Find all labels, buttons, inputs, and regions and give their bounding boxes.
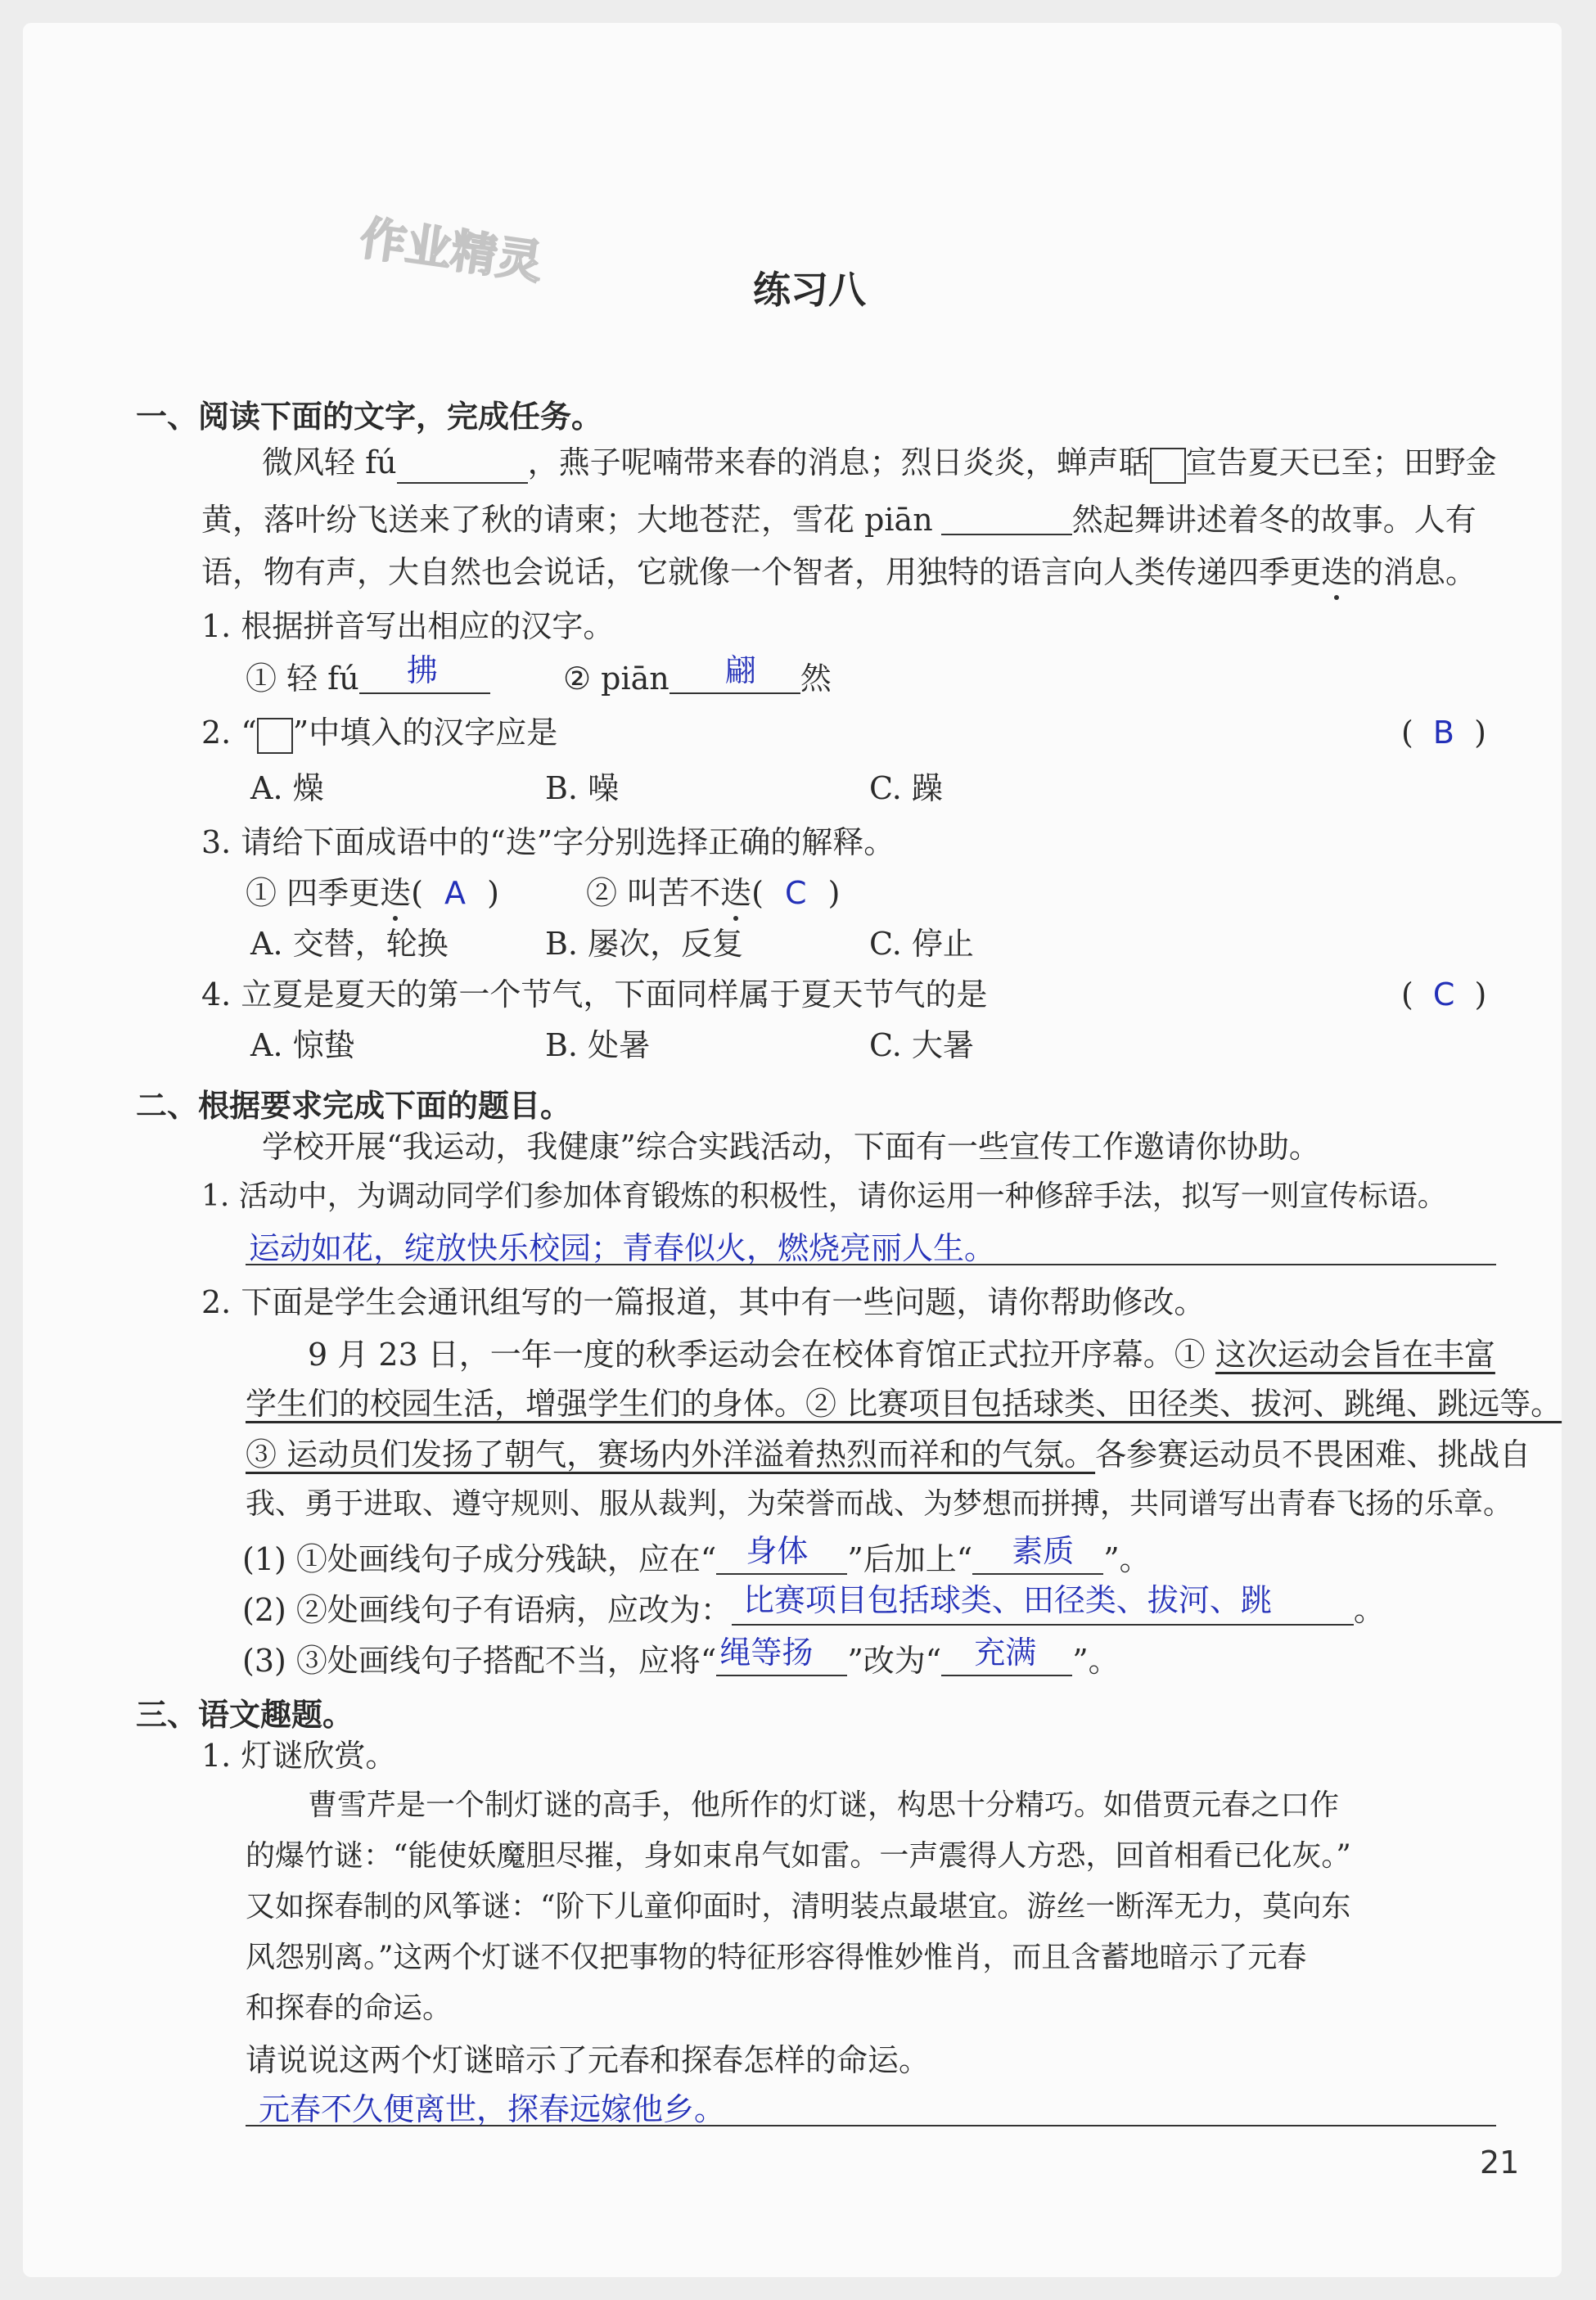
passage-line-2: 黄，落叶纷飞送来了秋的请柬；大地苍茫，雪花 piān 然起舞讲述着冬的故事。人有	[201, 502, 1477, 538]
question-3-1-ask: 请说说这两个灯谜暗示了元春和探春怎样的命运。	[246, 2042, 931, 2078]
answer-blank: 充满	[941, 1644, 1072, 1676]
q1-1-b: ② piān 翩 然	[563, 652, 832, 697]
q2-2-fix-3: (3) ③处画线句子搭配不当，应将“ 绳等扬 ”改为“ 充满 ”。	[242, 1635, 1120, 1679]
q1-4-option-b: B. 处暑	[545, 1027, 651, 1063]
q1-3-a: ① 四季更迭( A )	[246, 875, 499, 911]
riddle-para-4: 风怨别离。”这两个灯谜不仅把事物的特征形容得惟妙惟肖，而且含蓄地暗示了元春	[246, 1941, 1307, 1974]
riddle-para-5: 和探春的命运。	[246, 1991, 453, 2025]
riddle-para-1: 曹雪芹是一个制灯谜的高手，他所作的灯谜，构思十分精巧。如借贾元春之口作	[308, 1788, 1340, 1822]
section-2-intro: 学校开展“我运动，我健康”综合实践活动，下面有一些宣传工作邀请你协助。	[262, 1129, 1320, 1165]
answer-blank	[359, 652, 490, 694]
question-2-1: 1. 活动中，为调动同学们参加体育锻炼的积极性，请你运用一种修辞手法，拟写一则宣传标语。	[201, 1179, 1447, 1213]
passage-line-1: 微风轻 fú ，燕子呢喃带来春的消息；烈日炎炎，蝉声聒 宣告夏天已至；田野金	[262, 447, 1497, 484]
answer-line	[246, 2125, 1496, 2126]
answer-blank	[670, 652, 800, 694]
answer-text: 拂	[406, 652, 438, 688]
q1-1-a: ① 轻 fú 拂	[246, 661, 490, 694]
report-line-4: 我、勇于进取、遵守规则、服从裁判，为荣誉而战、为梦想而拼搏，共同谱写出青春飞扬的乐章。	[246, 1487, 1513, 1521]
q1-4-answer: ( C )	[1401, 976, 1487, 1012]
question-1-2: 2. “ ”中填入的汉字应是	[201, 717, 557, 754]
q1-3-b: ② 叫苦不迭( C )	[586, 875, 841, 911]
q1-2-option-b: B. 噪	[545, 770, 620, 806]
q2-2-fix-2: (2) ②处画线句子有语病，应改为： 比赛项目包括球类、田径类、拔河、跳 。	[242, 1582, 1385, 1628]
q1-4-option-a: A. 惊蛰	[250, 1027, 355, 1063]
question-3-1: 1. 灯谜欣赏。	[201, 1738, 397, 1774]
blank	[941, 503, 1072, 535]
section-1-heading: 一、阅读下面的文字，完成任务。	[136, 399, 603, 435]
answer-blank: 素质	[972, 1542, 1103, 1575]
section-3-heading: 三、语文趣题。	[136, 1697, 354, 1733]
page-title: 练习八	[753, 268, 866, 312]
answer-blank: 绳等扬	[716, 1644, 847, 1676]
question-1-1: 1. 根据拼音写出相应的汉字。	[201, 608, 615, 644]
q1-2-answer: ( B )	[1401, 715, 1486, 751]
q1-4-option-c: C. 大暑	[869, 1027, 974, 1063]
q2-2-fix-1: (1) ①处画线句子成分残缺，应在“ 身体 ”后加上“ 素质 ”。	[242, 1533, 1151, 1577]
q1-3-option-b: B. 屡次，反复	[545, 926, 744, 962]
q2-1-answer: 运动如花，绽放快乐校园；青春似火，燃烧亮丽人生。	[249, 1230, 996, 1266]
q1-2-option-c: C. 躁	[869, 770, 943, 806]
fill-box	[1150, 448, 1186, 484]
report-line-1: 9 月 23 日，一年一度的秋季运动会在校体育馆正式拉开序幕。① 这次运动会旨在丰富	[308, 1337, 1495, 1373]
q1-3-option-c: C. 停止	[869, 926, 974, 962]
answer-text: 翩	[724, 652, 756, 688]
section-2-heading: 二、根据要求完成下面的题目。	[136, 1088, 572, 1124]
riddle-para-3: 又如探春制的风筝谜：“阶下儿童仰面时，清明装点最堪宜。游丝一断浑无力，莫向东	[246, 1890, 1351, 1923]
question-2-2: 2. 下面是学生会通讯组写的一篇报道，其中有一些问题，请你帮助修改。	[201, 1284, 1206, 1320]
answer-line	[246, 1264, 1496, 1265]
answer-blank: 比赛项目包括球类、田径类、拔河、跳	[732, 1593, 1354, 1626]
blank	[397, 451, 528, 484]
report-line-2: 学生们的校园生活，增强学生们的身体。② 比赛项目包括球类、田径类、拔河、跳绳、跳远等。	[246, 1386, 1562, 1422]
answer-blank: 身体	[716, 1542, 847, 1575]
page-number: 21	[1480, 2144, 1520, 2180]
q1-2-option-a: A. 燥	[250, 770, 324, 806]
riddle-para-2: 的爆竹谜：“能使妖魔胆尽摧，身如束帛气如雷。一声震得人方恐，回首相看已化灰。”	[246, 1839, 1351, 1873]
question-1-3: 3. 请给下面成语中的“迭”字分别选择正确的解释。	[201, 824, 895, 860]
fill-box	[257, 718, 293, 754]
report-line-3: ③ 运动员们发扬了朝气，赛场内外洋溢着热烈而祥和的气氛。各参赛运动员不畏困难、挑战自	[246, 1436, 1531, 1472]
watermark-logo: 作业精灵	[356, 211, 546, 291]
passage-line-3: 语，物有声，大自然也会说话，它就像一个智者，用独特的语言向人类传递四季更迭的消息。	[201, 554, 1477, 590]
q3-1-answer: 元春不久便离世，探春远嫁他乡。	[259, 2091, 726, 2127]
q1-3-option-a: A. 交替，轮换	[250, 926, 449, 962]
question-1-4: 4. 立夏是夏天的第一个节气，下面同样属于夏天节气的是	[201, 976, 988, 1012]
